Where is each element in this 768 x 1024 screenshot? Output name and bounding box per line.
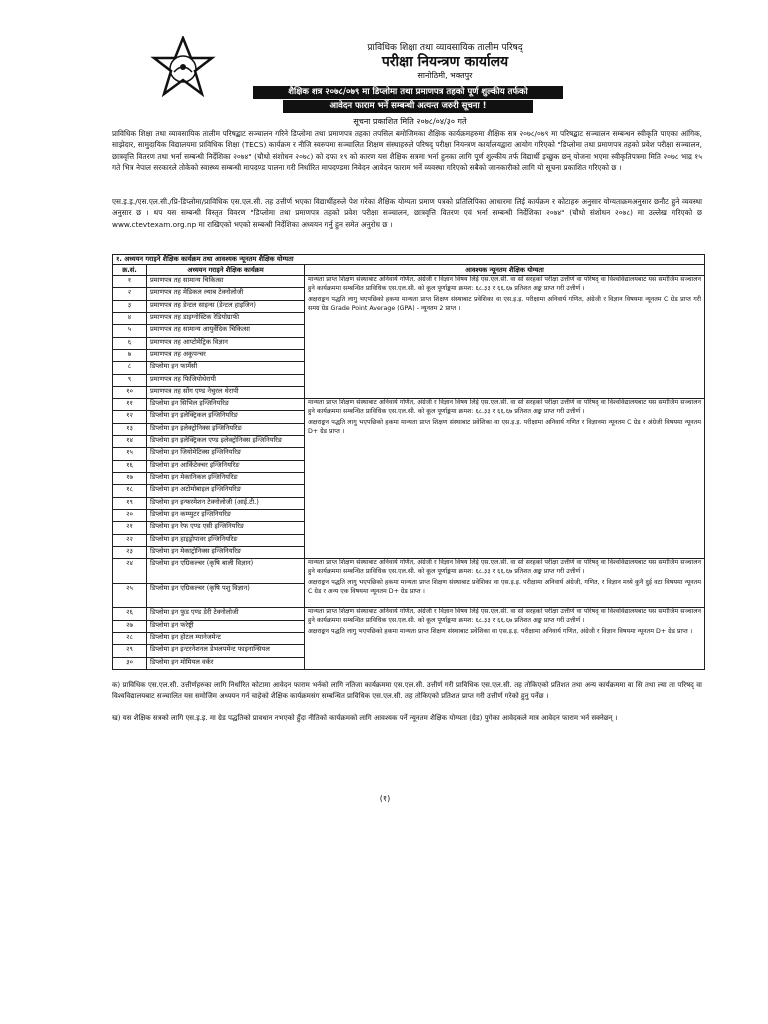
row-program-name: डिप्लोमा इन आर्किटेक्चर इन्जिनियरिङ (147, 460, 305, 472)
body-paragraph-1: प्राविधिक शिक्षा तथा व्यावसायिक तालीम परिषद्बाट सञ्चालन गरिने डिप्लोमा तथा प्रमाणपत्र तहका तपसिल बमोजिमका शैक्षिक कार्यक्रमहरुमा शैक्षिक सत्र २०७८/०७९ मा परिषद्बाट सञ्चालन सम्बन्धन स्वीकृति पाएका आंगिक, साझेदार, सामुदायिक विद्यालयमा प्राविधिक शिक्षा (TECS) कार्यक्रम र नीजि स्वरुपमा सञ्चालित शिक्षण संस्थाहरुले परिषद् परीक्षा नियन्त्रण कार्यालयद्वारा आयोग गरिएको "डिप्लोमा तथा प्रमाणपत्र तहको प्रवेश परीक्षा सञ्चालन, छात्रवृत्ति वितरण तथा भर्ना सम्बन्धी निर्देशिका २०७४" (चौथो संशोधन २०७८) को दफा १९ को कारण यस शैक्षिक सत्रमा भर्ना हुनका लागि पूर्ण शुल्कीय तर्फ विद्यार्थी इच्छुक छन् योजना भएमा स्वीकृतिपत्रमा मिति २०७८ भाद्र १५ गते भित्र नेपाल सरकारले तोकेको स्वास्थ्य सम्बन्धी मापदण्ड पालना गरी निर्धारित मापदण्डमा निवेदन आवेदन फाराम भर्ने व्यवस्था गरिएको सबैको जानकारीको लागि यो सूचना प्रकाशित गरिएको छ । (112, 129, 702, 172)
row-serial-number: १९ (113, 497, 147, 509)
row-serial-number: ६ (113, 337, 147, 349)
qualification-cell (305, 559, 705, 608)
table-row (113, 276, 705, 288)
qualification-cell (305, 399, 705, 559)
table-header-row (113, 265, 705, 276)
row-serial-number: २८ (113, 633, 147, 645)
row-program-name: प्रमाणपत्र तह डाइग्नोस्टिक रेडियोग्राफी (147, 312, 305, 324)
qualification-text-b: अक्षराङ्कन पद्धति लागु भएपछिको हकमा मान्यता प्राप्त शिक्षण संस्थाबाट प्रवेशिका वा एस.इ.इ. परीक्षामा अनिवार्य गणित, अंग्रेजी र विज्ञान विषयमा न्यूनतम D+ ग्रेड प्राप्त । (308, 628, 693, 636)
programs-table-wrapper (112, 254, 704, 670)
row-serial-number: २९ (113, 645, 147, 657)
row-program-name: प्रमाणपत्र तह फिजियोथेरापी (147, 374, 305, 386)
row-program-name: डिप्लोमा इन मेकाट्रोनिक्स इन्जिनियरिङ (147, 546, 305, 558)
row-serial-number: ८ (113, 362, 147, 374)
row-serial-number: २६ (113, 608, 147, 620)
row-program-name: डिप्लोमा इन सिभिल इन्जिनियरिङ (147, 399, 305, 411)
row-serial-number: २३ (113, 546, 147, 558)
row-program-name: डिप्लोमा इन होटल म्यानेजमेन्ट (147, 633, 305, 645)
row-program-name: प्रमाणपत्र तह सामान्य आयुर्वेदिक चिकित्सा (147, 325, 305, 337)
row-serial-number: १६ (113, 460, 147, 472)
qualification-text-a: मान्यता प्राप्त शिक्षण संस्थाबाट अनिवार्य गणित, अंग्रेजी र विज्ञान विषय लिई एस.एल.सी. वा सो सरहको परीक्षा उत्तीर्ण वा परिषद् वा विश्वविद्यालयबाट यस समोजिम सञ्चालन हुने कार्यक्रममा सम्बन्धित प्राविधिक एस.एल.सी. को कूल पूर्णाङ्कमा क्रमश: ६८.३३ र ६६.६७ प्रतिशत अङ्क प्राप्त गरी उत्तीर्ण । (308, 399, 701, 415)
qualification-text-a: मान्यता प्राप्त शिक्षण संस्थाबाट अनिवार्य गणित, अंग्रेजी र विज्ञान विषय लिई एस.एल.सी. वा सो सरहको परीक्षा उत्तीर्ण वा परिषद् वा विश्वविद्यालयबाट यस समोजिम सञ्चालन हुने कार्यक्रममा सम्बन्धित प्राविधिक एस.एल.सी. को कूल पूर्णाङ्कमा क्रमश: ६८.३३ र ६६.६७ प्रतिशत अङ्क प्राप्त गरी उत्तीर्ण । (308, 276, 701, 292)
row-serial-number: ९ (113, 374, 147, 386)
row-serial-number: २१ (113, 522, 147, 534)
row-serial-number: १३ (113, 423, 147, 435)
row-serial-number: २४ (113, 559, 147, 584)
row-program-name: डिप्लोमा इन एग्रिकल्चर (कृषि बाली विज्ञान) (147, 559, 305, 584)
row-serial-number: १४ (113, 436, 147, 448)
notice-title-line-1: शैक्षिक शत्र २०७८/०७९ मा डिप्लोमा तथा प्रमाणपत्र तहको पूर्ण शुल्कीय तर्फको (253, 86, 563, 99)
column-header-qualification: आवश्यक न्यूनतम शैक्षिक योग्यता (305, 265, 705, 276)
column-header-program: अध्ययन गराइने शैक्षिक कार्यक्रम (147, 265, 305, 276)
row-program-name: डिप्लोमा इन जियोमेटिक्स इन्जिनियरिङ (147, 448, 305, 460)
row-program-name: डिप्लोमा इन हाइड्रोपावर इन्जिनियरिङ (147, 534, 305, 546)
qualification-text-b: अक्षराङ्कन पद्धति लागु भएपछिको हकमा मान्यता प्राप्त शिक्षण संस्थाबाट प्रवेशिका वा एस.इ.इ. परीक्षामा अनिवार्य गणित र विज्ञानमा न्यूनतम C ग्रेड र अंग्रेजी विषयमा न्यूनतम D+ ग्रेड प्राप्त । (308, 419, 701, 435)
row-serial-number: १५ (113, 448, 147, 460)
row-serial-number: ७ (113, 349, 147, 361)
office-name: परीक्षा नियन्त्रण कार्यालय (381, 54, 509, 70)
row-program-name: डिप्लोमा इन कम्प्युटर इन्जिनियरिङ (147, 509, 305, 521)
row-program-name: डिप्लोमा इन इलेक्ट्रिकल एण्ड इलेक्ट्रोनिक्स इन्जिनियरिङ (147, 436, 305, 448)
row-program-name: डिप्लोमा इन फरेष्ट्री (147, 620, 305, 632)
row-program-name: प्रमाणपत्र तह अकुपन्चर (147, 349, 305, 361)
row-program-name: प्रमाणपत्र तह डेन्टल साइन्स (डेन्टल हाइजिन) (147, 300, 305, 312)
table-row (113, 608, 705, 620)
row-program-name: डिप्लोमा इन इन्फरमेशन टेक्नोलोजी (आई.टी.) (147, 497, 305, 509)
row-program-name: डिप्लोमा इन फार्मेसी (147, 362, 305, 374)
row-serial-number: २५ (113, 583, 147, 608)
row-serial-number: ३० (113, 657, 147, 669)
row-serial-number: १७ (113, 473, 147, 485)
row-serial-number: १० (113, 386, 147, 398)
qualification-cell (305, 608, 705, 670)
row-serial-number: ४ (113, 312, 147, 324)
column-header-sn: क्र.सं. (113, 265, 147, 276)
row-serial-number: १८ (113, 485, 147, 497)
table-caption: १. अध्ययन गराइने शैक्षिक कार्यक्रम तथा आवश्यक न्यूनतम शैक्षिक योग्यता (113, 255, 705, 265)
qualification-cell (305, 276, 705, 399)
page-number: (१) (379, 794, 391, 803)
table-row (113, 399, 705, 411)
nepal-emblem-icon (150, 36, 216, 102)
row-program-name: प्रमाणपत्र तह मेडिकल ल्याब टेक्नोलोजी (147, 288, 305, 300)
row-program-name: डिप्लोमा इन इलेक्ट्रिकल इन्जिनियरिङ (147, 411, 305, 423)
row-serial-number: २७ (113, 620, 147, 632)
row-program-name: डिप्लोमा इन रेफ एण्ड एसी इन्जिनियरिङ (147, 522, 305, 534)
row-program-name: डिप्लोमा इन अटोमोबाइल इन्जिनियरिङ (147, 485, 305, 497)
row-serial-number: ३ (113, 300, 147, 312)
row-program-name: डिप्लोमा इन मोमियल वर्कर (147, 657, 305, 669)
note-ka: क) प्राविधिक एस.एल.सी. उत्तीर्णहरुका लागि निर्धारित कोटामा आवेदन फाराम भर्नको लागि नतिजा कार्यक्रममा एस.एल.सी. उत्तीर्ण गरी प्राविधिक एस.एल.सी. तह तोकिएको प्रतिशत तथा अन्य कार्यक्रममा वा सि तथा ल्या ता परिषद् वा विश्वविद्यालयबाट सञ्चालित यस समोजिम अध्ययन गर्न चाहेको शैक्षिक कार्यक्रमसंग सम्बन्धित प्राविधिक एस.एल.सी. तह तोकिएको प्रतिशत प्राप्त गरी उत्तीर्ण गरेको हुनु पर्नेछ । (112, 681, 702, 700)
row-program-name: डिप्लोमा इन इन्टरनेशनल डेभलपमेन्ट फाइनान्सियल (147, 645, 305, 657)
council-name: प्राविधिक शिक्षा तथा व्यावसायिक तालीम परिषद् (367, 43, 523, 53)
row-program-name: डिप्लोमा इन फुड एण्ड डेरी टेक्नोलोजी (147, 608, 305, 620)
row-program-name: प्रमाणपत्र तह सामान्य चिकित्सा (147, 276, 305, 288)
row-serial-number: १ (113, 276, 147, 288)
programs-table-body (113, 255, 705, 670)
row-program-name: प्रमाणपत्र तह सोंग एण्ड नेचुरल थेरापी (147, 386, 305, 398)
table-row (113, 559, 705, 584)
note-kha: ख) यस शैक्षिक सत्रको लागि एस.इ.इ. मा ग्रेड पद्धतिको प्रावधान नभएको हुँदा नीतिको कार्यक्रमको लागि आवश्यक पर्ने न्यूनतम शैक्षिक योग्यता (ग्रेड) पुगेका आवेदकले मात्र आवेदन फाराम भर्न सक्नेछन् । (112, 714, 618, 722)
qualification-text-a: मान्यता प्राप्त शिक्षण संस्थाबाट अनिवार्य गणित, अंग्रेजी र विज्ञान विषय लिई एस.एल.सी. वा सो सरहको परीक्षा उत्तीर्ण वा परिषद् वा विश्वविद्यालयबाट यस समोजिम सञ्चालन हुने कार्यक्रममा सम्बन्धित प्राविधिक एस.एल.सी. को कूल पूर्णाङ्कमा क्रमश: ६८.३३ र ६६.६७ प्रतिशत अङ्क प्राप्त गरी उत्तीर्ण । (308, 608, 701, 624)
row-serial-number: २० (113, 509, 147, 521)
row-serial-number: ११ (113, 399, 147, 411)
qualification-text-b: अक्षराङ्कन पद्धति लागु भएपछिको हकमा मान्यता प्राप्त शिक्षण संस्थाबाट प्रवेशिका वा एस.इ.इ. परीक्षामा अनिवार्य गणित, अंग्रेजी र विज्ञान विषयमा न्यूनतम C ग्रेड प्राप्त गरी समग्र ग्रेड Grade Point Average (GPA) - न्यूनतम 2 प्राप्त । (308, 296, 701, 312)
row-program-name: डिप्लोमा इन इलेक्ट्रोनिक्स इन्जिनियरिङ (147, 423, 305, 435)
qualification-text-b: अक्षराङ्कन पद्धति लागु भएपछिको हकमा मान्यता प्राप्त शिक्षण संस्थाबाट प्रवेशिका वा एस.इ.इ. परीक्षामा अनिवार्य अंग्रेजी, गणित, र विज्ञान मध्ये कुनै दुई वटा विषयमा न्यूनतम C ग्रेड र अन्य एक विषयमा न्यूनतम D+ ग्रेड प्राप्त । (308, 579, 701, 595)
row-serial-number: ५ (113, 325, 147, 337)
qualification-text-a: मान्यता प्राप्त शिक्षण संस्थाबाट अनिवार्य गणित, अंग्रेजी र विज्ञान विषय लिई एस.एल.सी. वा सो सरहको परीक्षा उत्तीर्ण वा परिषद् वा विश्वविद्यालयबाट यस समोजिम सञ्चालन हुने कार्यक्रममा सम्बन्धित प्राविधिक एस.एल.सी. को कूल पूर्णाङ्कमा क्रमश: ६८.३३ र ६६.६७ प्रतिशत अङ्क प्राप्त गरी उत्तीर्ण । (308, 559, 701, 575)
programs-table (112, 254, 705, 670)
office-address: सानोठिमी, भक्तपुर (417, 71, 473, 80)
row-program-name: डिप्लोमा इन मेकानिकल इन्जिनियरिङ (147, 473, 305, 485)
row-program-name: डिप्लोमा इन एग्रिकल्चर (कृषि पशु विज्ञान) (147, 583, 305, 608)
row-program-name: प्रमाणपत्र तह आप्टोमेट्रिक विज्ञान (147, 337, 305, 349)
row-serial-number: २२ (113, 534, 147, 546)
row-serial-number: २ (113, 288, 147, 300)
notice-title-line-2: आवेदन फाराम भर्ने सम्बन्धी अत्यन्त जरुरी सूचना ! (283, 100, 533, 113)
row-serial-number: १२ (113, 411, 147, 423)
body-paragraph-2: एस.इ.इ./एस.एल.सी./प्रि-डिप्लोमा/प्राविधिक एस.एल.सी. तह उत्तीर्ण भएका विद्यार्थीहरुले पेश गरेका शैक्षिक योग्यता प्रमाण पत्रको प्रतिलिपिका आधारमा लिई कार्यक्रम र कोटाहरु अनुसार योग्यताक्रमअनुसार छनौट हुने व्यवस्था अनुसार छ । थप यस सम्बन्धी विस्तृत विवरण "डिप्लोमा तथा प्रमाणपत्र तहको प्रवेश परीक्षा सञ्चालन, छात्रवृत्ति वितरण एवं भर्ना सम्बन्धी निर्देशिका २०७४" (चौथो संशोधन २०७८) मा उल्लेख गरिएको छ www.ctevtexam.org.np मा राखिएको भएको सम्बन्धी निर्देशिका अध्ययन गर्नु हुन समेत अनुरोध छ । (112, 197, 702, 229)
table-caption-row (113, 255, 705, 265)
publish-date: सूचना प्रकाशित मिति २०७८/०४/३० गते (353, 117, 467, 126)
